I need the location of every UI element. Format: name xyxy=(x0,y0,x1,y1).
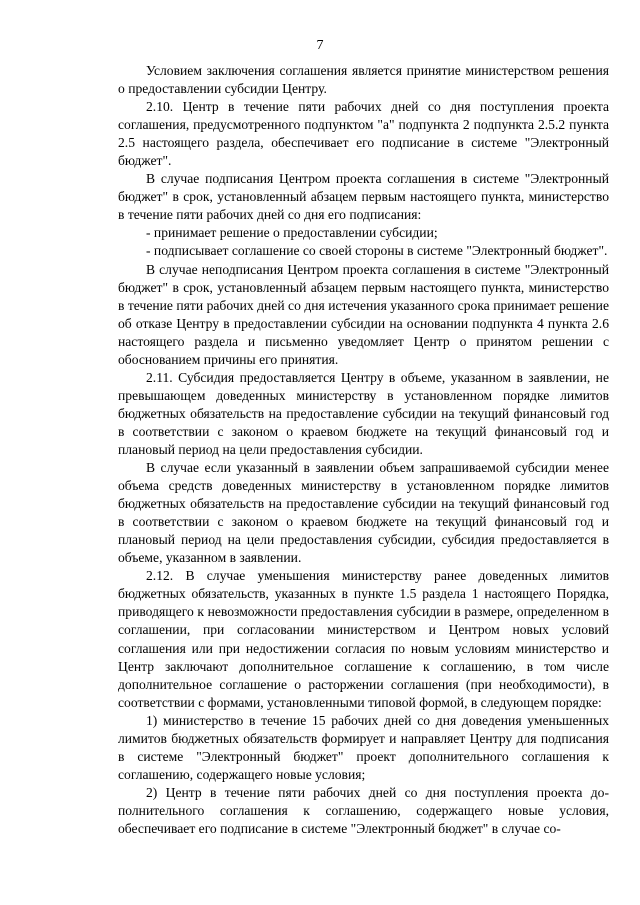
list-item-center-step: 2) Центр в течение пяти рабочих дней со дня поступления проекта дополнительного соглашения к соглашению, содержащего новые условия, обеспечивает его подписание в системе "Электронный бюджет" в случае со- xyxy=(118,784,609,836)
paragraph-signing-case: В случае подписания Центром проекта соглашения в системе "Электронный бюджет" в срок, установленный абзацем первым настоящего пункта, министерство в течение пяти рабочих дней со дня его подписания: xyxy=(118,171,609,223)
list-item-sign-agreement: - подписывает соглашение со своей стороны в системе "Электронный бюджет". xyxy=(146,243,608,259)
list-item-accept-decision: - принимает решение о предоставлении субсидии; xyxy=(146,225,438,241)
document-body xyxy=(118,62,609,838)
page-number: 7 xyxy=(316,38,324,53)
paragraph-non-signing-case: В случае неподписания Центром проекта соглашения в системе "Электронный бюджет" в срок, установленный абзацем первым настоящего пункта, министерство в течение пяти рабочих дней со дня истечения указанного срока принимает решение об отказе Центру в предоставлении субсидии на основании подпункта 4 пункта 2.6 настоящего раздела и письменно уведомляет Центр о принятом решении с обоснованием причины его принятия. xyxy=(118,261,609,367)
paragraph-requested-amount-case: В случае если указанный в заявлении объем запрашиваемой субсидии менее объема средств доведенных министерству в установленном порядке лимитов бюджетных обязательств на предоставление субсидии на текущий финансовый год в соответствии с законом о краевом бюджете на текущий финансовый год и плановый период на цели предоставления субсидии, субсидия предоставляется в объеме, указанном в заявлении. xyxy=(118,460,609,566)
paragraph-conclusion-condition: Условием заключения соглашения является принятие министерством решения о предоставлении субсидии Центру. xyxy=(118,63,609,97)
paragraph-2-12: 2.12. В случае уменьшения министерству ранее доведенных лимитов бюджетных обязательств, указанных в пункте 1.5 раздела 1 настоящего Порядка, приводящего к невозможности предоставления субсидии в размере, определенном в соглашении, при согласовании министерством и Центром новых условий соглашения или при недостижении согласия по новым условиям министерство и Центр заключают дополнительное соглашение к соглашению, в том числе дополнительное соглашение о расторжении соглашения (при необходимости), в соответствии с формами, установленными типовой формой, в следующем порядке: xyxy=(118,568,609,710)
paragraph-2-10: 2.10. Центр в течение пяти рабочих дней со дня поступления проекта соглашения, предусмотренного подпунктом "а" подпункта 2 подпункта 2.5.2 пункта 2.5 настоящего раздела, обеспечивает его подписание в системе "Электронный бюджет". xyxy=(118,99,609,169)
list-item-ministry-step: 1) министерство в течение 15 рабочих дней со дня доведения уменьшенных лимитов бюджетных обязательств формирует и направляет Центру для подписания в системе "Электронный бюджет" проект дополнительного соглашения к соглашению, содержащего новые условия; xyxy=(118,712,609,782)
paragraph-2-11: 2.11. Субсидия предоставляется Центру в объеме, указанном в заявлении, не превышающем доведенных министерству в установленном порядке лимитов бюджетных обязательств на предоставление субсидии на текущий финансовый год в соответствии с законом о краевом бюджете на текущий финансовый год и плановый период на цели предоставления субсидии. xyxy=(118,369,609,457)
